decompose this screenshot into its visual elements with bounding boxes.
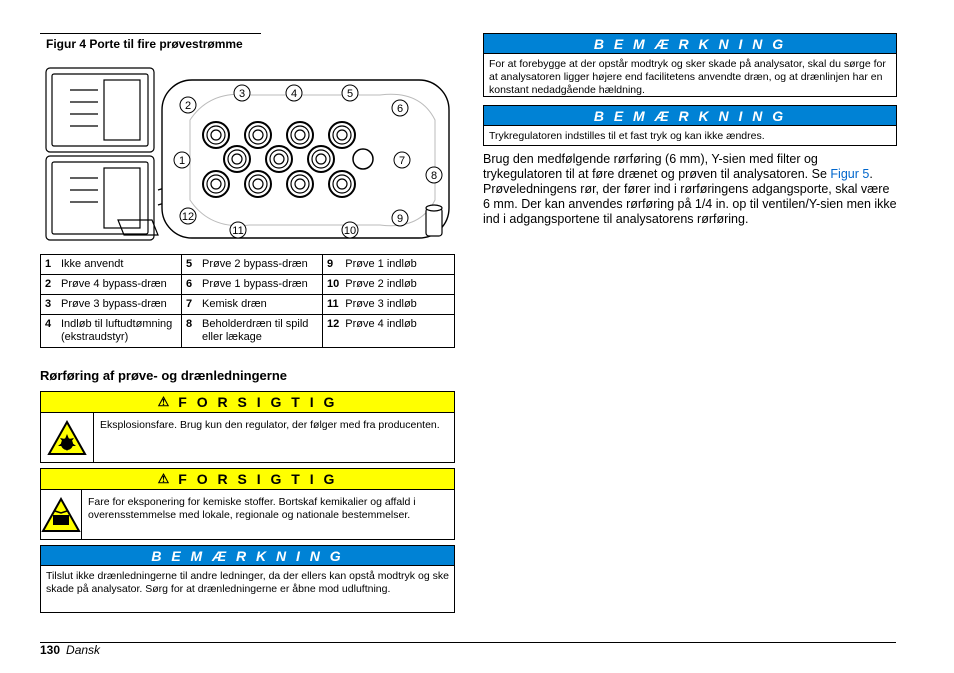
legend-label: Ikke anvendt [57,255,182,275]
callout-label: 7 [398,155,406,167]
legend-number: 6 [182,275,199,295]
legend-number: 12 [323,315,342,348]
legend-number: 3 [41,295,58,315]
caution-box-explosion [40,391,455,463]
legend-label: Prøve 4 indløb [341,315,454,348]
legend-label: Prøve 2 bypass-dræn [198,255,323,275]
legend-label: Prøve 1 bypass-dræn [198,275,323,295]
page-number: 130 [40,643,61,657]
note-text: Trykregulatoren indstilles til et fast tryk og kan ikke ændres. [489,130,765,142]
port-fitting [329,171,355,197]
port-plug [353,149,373,169]
footer-rule [40,642,896,643]
legend-number: 2 [41,275,58,295]
drain-bottle [426,205,442,236]
caution-header: ⚠ F O R S I G T I G [41,469,454,490]
port-fitting [287,122,313,148]
port-fitting [266,146,292,172]
caution-box-chemical [40,468,455,540]
caution-text: Fare for eksponering for kemiske stoffer. Bortskaf kemikalier og affald i overensstemmelse med lokale, regionale og nationale bestemmelser. [88,496,416,521]
callout-label: 3 [238,88,246,100]
callout-label: 9 [396,213,404,225]
warning-triangle-icon: ⚠ [157,394,173,409]
note-text: Tilslut ikke drænledningerne til andre ledninger, da der ellers kan opstå modtryk og ske skade på analysator. Sørg for at drænledningerne er åbne mod udluftning. [46,570,449,595]
body-paragraph: Brug den medfølgende rørføring (6 mm), Y-sien med filter og trykegulatoren til at føre drænet og prøven til analysatoren. Se Figur 5. Prøveledningens rør, der fører ind i rørføringens adgangsporte, skal være 6 mm. Der kan anvendes rørføring på 1/4 in. op til ventilen/Y-sien men ikke ind i adgangsportene til analysatorens rørføring. [483,152,897,226]
legend-label: Kemisk dræn [198,295,323,315]
port-fitting [203,171,229,197]
note-box-drain [40,545,455,613]
figure-rule [40,33,261,34]
legend-number: 11 [323,295,342,315]
legend-row [41,315,455,348]
port-fitting [245,171,271,197]
note-box-backpressure [483,33,897,97]
legend-row [41,275,455,295]
legend-label: Prøve 3 bypass-dræn [57,295,182,315]
port-fitting [224,146,250,172]
port-fitting [308,146,334,172]
warning-triangle-icon: ⚠ [157,471,173,486]
port-fitting [287,171,313,197]
caution-header: ⚠ F O R S I G T I G [41,392,454,413]
legend-number: 7 [182,295,199,315]
callout-label: 5 [346,88,354,100]
callout-label: 11 [232,225,244,237]
figure-link[interactable]: Figur 5 [830,167,870,181]
port-fitting [329,122,355,148]
footer-language: Dansk [66,643,101,657]
ports-figure [40,60,455,245]
note-text: For at forebygge at der opstår modtryk og sker skade på analysator, skal du sørge for at analysatoren ligger højere end facilitetens anvendte dræn, og at drænlinjen har en konstant nedadgående hældning. [489,58,886,96]
note-box-regulator [483,105,897,146]
note-header: B E M Æ R K N I N G [41,546,454,566]
legend-number: 4 [41,315,58,348]
port-fitting [203,122,229,148]
legend-number: 9 [323,255,342,275]
callout-label: 8 [430,170,438,182]
caution-text: Eksplosionsfare. Brug kun den regulator, der følger med fra producenten. [100,419,440,431]
legend-label: Indløb til luftudtømning (ekstraudstyr) [57,315,182,348]
callout-label: 6 [396,103,404,115]
legend-label: Prøve 2 indløb [341,275,454,295]
legend-label: Prøve 3 indløb [341,295,454,315]
section-title: Rørføring af prøve- og drænledningerne [40,368,288,383]
legend-table [40,254,455,348]
callout-label: 12 [181,211,195,223]
note-header: B E M Æ R K N I N G [484,34,896,54]
legend-number: 1 [41,255,58,275]
callout-label: 1 [178,155,186,167]
legend-row [41,295,455,315]
note-header: B E M Æ R K N I N G [484,106,896,126]
chemical-hazard-icon [41,490,82,540]
legend-label: Prøve 1 indløb [341,255,454,275]
callout-label: 4 [290,88,298,100]
callout-label: 10 [343,225,357,237]
legend-number: 8 [182,315,199,348]
footer [40,643,100,657]
legend-row [41,255,455,275]
figure-caption: Figur 4 Porte til fire prøvestrømme [46,37,243,51]
explosion-hazard-icon [41,413,94,463]
legend-label: Beholderdræn til spild eller lækage [198,315,323,348]
legend-number: 10 [323,275,342,295]
legend-number: 5 [182,255,199,275]
legend-label: Prøve 4 bypass-dræn [57,275,182,295]
port-fitting [245,122,271,148]
callout-label: 2 [184,100,192,112]
